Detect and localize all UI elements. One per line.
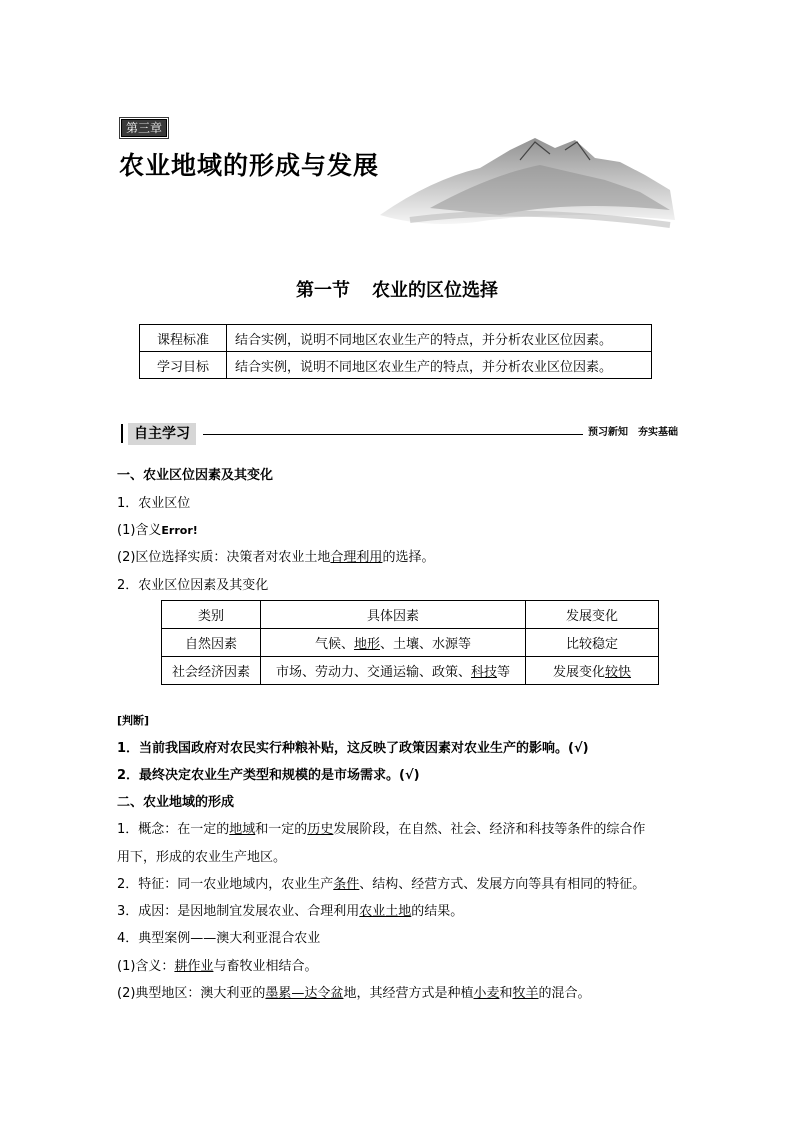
- bar-divider: [203, 434, 583, 435]
- standard-key: 课程标准: [140, 325, 227, 352]
- underlined-answer: 地域: [229, 822, 256, 837]
- section-name: 农业的区位选择: [372, 280, 498, 301]
- underlined-answer: 较快: [605, 665, 632, 680]
- table-row: [162, 601, 659, 629]
- cause-line: 3．成因：是因地制宜发展农业、合理利用农业土地的结果。: [117, 904, 464, 919]
- feature-line: 2．特征：同一农业地域内，农业生产条件、结构、经营方式、发展方向等具有相同的特征。: [117, 877, 646, 892]
- part1-heading: 一、农业区位因素及其变化: [117, 468, 274, 483]
- section-number: 第一节: [296, 280, 350, 301]
- underlined-answer: 农业土地: [359, 904, 412, 919]
- self-study-bar: [121, 423, 678, 445]
- table-cell: 自然因素: [162, 629, 261, 657]
- judge-heading: [判断]: [117, 714, 150, 727]
- table-cell: 气候、地形、土壤、水源等: [261, 629, 526, 657]
- chapter-badge: 第三章: [121, 119, 167, 137]
- bar-marker: [121, 424, 123, 443]
- standard-value: 结合实例，说明不同地区农业生产的特点，并分析农业区位因素。: [227, 352, 652, 379]
- chapter-title: 农业地域的形成与发展: [119, 151, 380, 180]
- underlined-answer: 墨累—达令盆: [265, 986, 344, 1001]
- section-title: [0, 276, 794, 302]
- table-row: [140, 325, 652, 352]
- item1-heading: 1．农业区位: [117, 496, 191, 511]
- factor-table: [161, 600, 659, 685]
- self-study-label: 自主学习: [128, 423, 196, 445]
- part2-heading: 二、农业地域的形成: [117, 795, 235, 810]
- underlined-answer: 牧羊: [512, 986, 539, 1001]
- underlined-answer: 科技: [470, 665, 497, 680]
- table-row: [162, 629, 659, 657]
- underlined-answer: 条件: [333, 877, 360, 892]
- underlined-answer: 耕作业: [174, 959, 214, 974]
- table-cell: 比较稳定: [526, 629, 659, 657]
- concept-line: 1．概念：在一定的地域和一定的历史发展阶段，在自然、社会、经济和科技等条件的综合作: [117, 822, 646, 837]
- case-heading: 4．典型案例——澳大利亚混合农业: [117, 931, 321, 946]
- table-row: [140, 352, 652, 379]
- judge-item: 1．当前我国政府对农民实行种粮补贴，这反映了政策因素对农业生产的影响。(√): [117, 741, 589, 756]
- standard-value: 结合实例，说明不同地区农业生产的特点，并分析农业区位因素。: [227, 325, 652, 352]
- mountain-landscape-illustration: [370, 120, 680, 240]
- table-row: [162, 657, 659, 685]
- self-study-subtitle: 预习新知 夯实基础: [588, 427, 678, 438]
- table-cell: 市场、劳动力、交通运输、政策、科技等: [261, 657, 526, 685]
- item1-definition: [117, 522, 198, 540]
- table-cell: 发展变化较快: [526, 657, 659, 685]
- table-header: 具体因素: [261, 601, 526, 629]
- case-definition: (1)含义：耕作业与畜牧业相结合。: [117, 959, 318, 974]
- item2-heading: 2．农业区位因素及其变化: [117, 578, 269, 593]
- text-segment: 的选择。: [382, 550, 435, 565]
- underlined-answer: 小麦: [473, 986, 500, 1001]
- judge-item: 2．最终决定农业生产类型和规模的是市场需求。(√): [117, 768, 420, 783]
- table-header: 发展变化: [526, 601, 659, 629]
- underlined-answer: 历史: [307, 822, 334, 837]
- case-region: (2)典型地区：澳大利亚的墨累—达令盆地，其经营方式是种植小麦和牧羊的混合。: [117, 986, 591, 1001]
- concept-line-continued: 用下，形成的农业生产地区。: [117, 850, 287, 865]
- definition-label: (1)含义: [117, 523, 162, 538]
- standard-key: 学习目标: [140, 352, 227, 379]
- standards-table: [139, 324, 652, 379]
- table-header: 类别: [162, 601, 261, 629]
- text-segment: (2)区位选择实质：决策者对农业土地: [117, 550, 331, 565]
- underlined-answer: 地形: [353, 637, 380, 652]
- table-cell: 社会经济因素: [162, 657, 261, 685]
- item1-essence: [117, 549, 434, 567]
- underlined-answer: 合理利用: [330, 550, 383, 565]
- error-text: Error!: [161, 524, 198, 537]
